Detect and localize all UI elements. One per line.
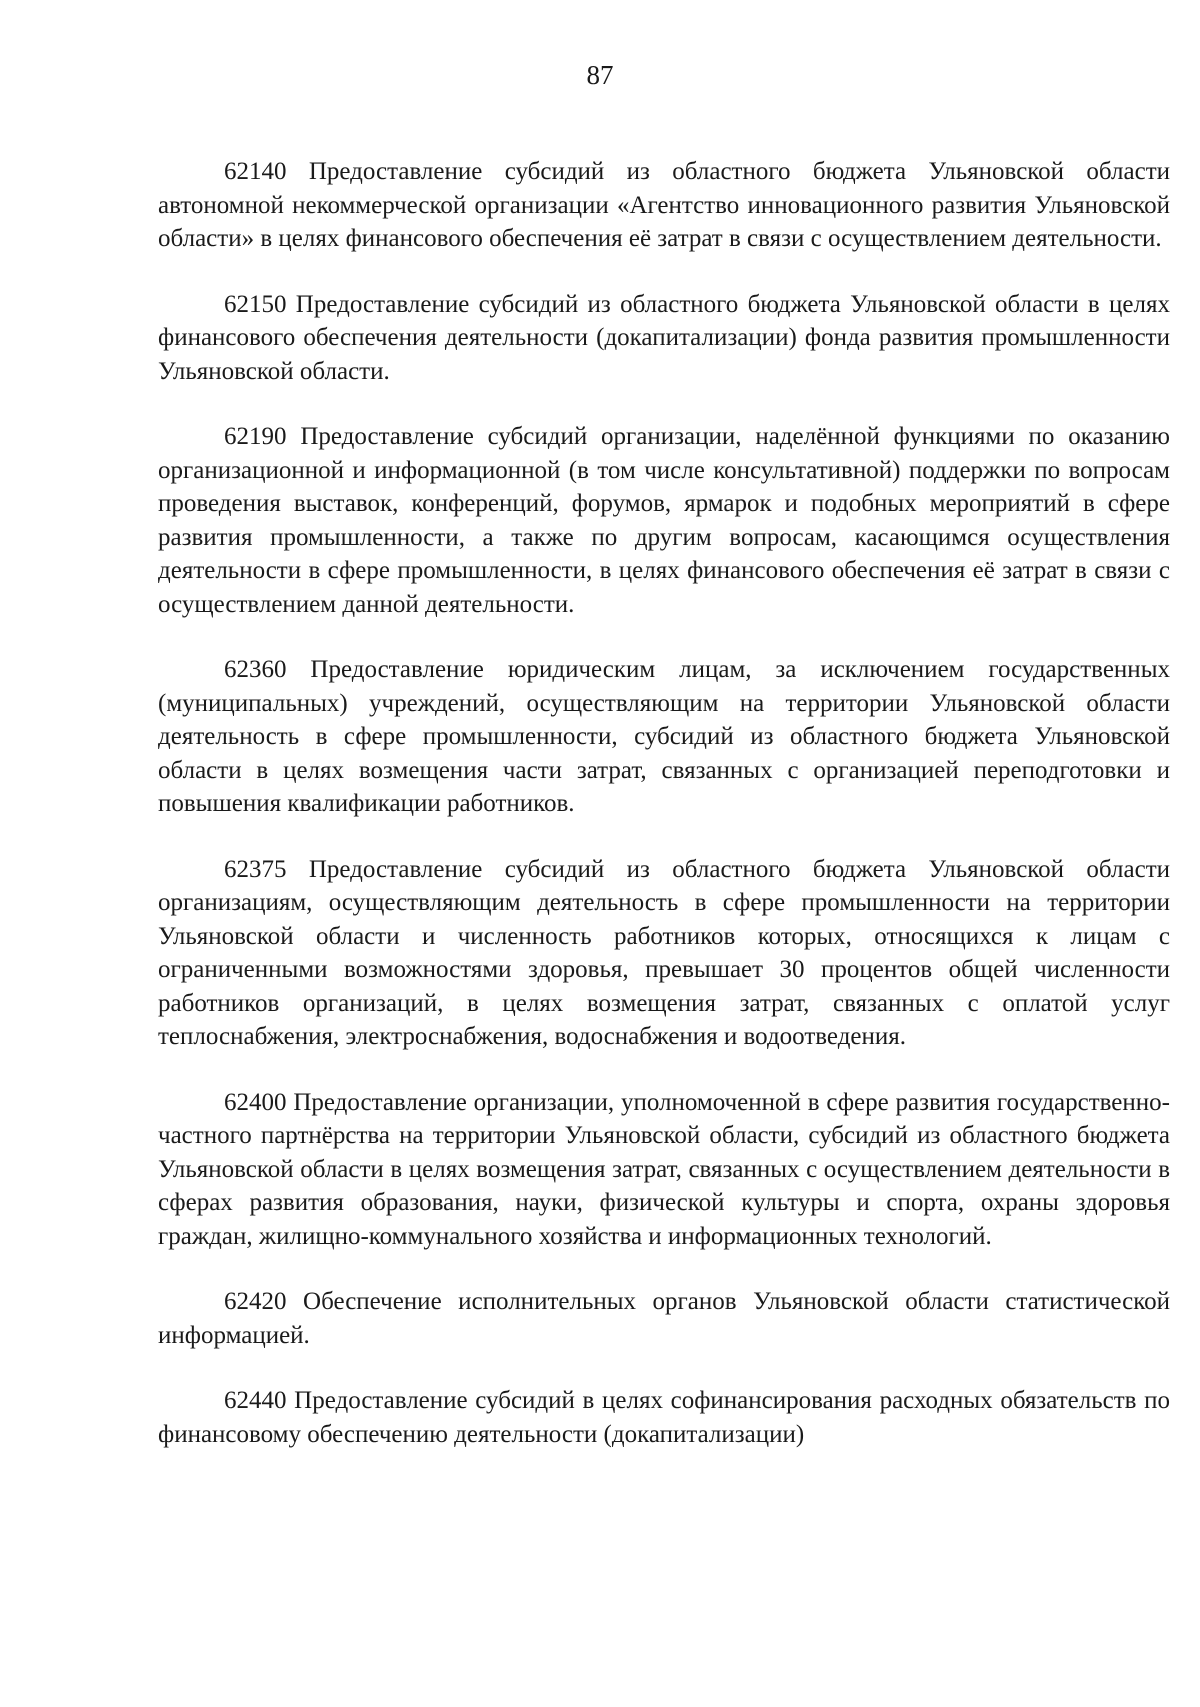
paragraph-62190: 62190 Предоставление субсидий организации, наделённой функциями по оказанию организационной и информационной (в том числе консультативной) поддержки по вопросам проведения выставок, конференций, форумов, ярмарок и подобных мероприятий в сфере развития промышленности, а также по другим вопросам, касающимся осуществления деятельности в сфере промышленности, в целях финансового обеспечения её затрат в связи с осуществлением данной деятельности. [158, 423, 1170, 618]
page-number: 87 [586, 60, 614, 90]
paragraph-62400: 62400 Предоставление организации, уполномоченной в сфере развития государственно-частного партнёрства на территории Ульяновской области, субсидий из областного бюджета Ульяновской области в целях возмещения затрат, связанных с осуществлением деятельности в сферах развития образования, науки, физической культуры и спорта, охраны здоровья граждан, жилищно-коммунального хозяйства и информационных технологий. [158, 1088, 1170, 1250]
paragraph-62440: 62440 Предоставление субсидий в целях софинансирования расходных обязательств по финансовому обеспечению деятельности (докапитализации) [158, 1387, 1170, 1448]
paragraph-62375: 62375 Предоставление субсидий из областного бюджета Ульяновской области организациям, осуществляющим деятельность в сфере промышленности на территории Ульяновской области и численность работников которых, относящихся к лицам с ограниченными возможностями здоровья, превышает 30 процентов общей численности работников организаций, в целях возмещения затрат, связанных с оплатой услуг теплоснабжения, электроснабжения, водоснабжения и водоотведения. [158, 855, 1170, 1050]
paragraph-62140: 62140 Предоставление субсидий из областного бюджета Ульяновской области автономной некоммерческой организации «Агентство инновационного развития Ульяновской области» в целях финансового обеспечения её затрат в связи с осуществлением деятельности. [158, 158, 1170, 252]
paragraph-62420: 62420 Обеспечение исполнительных органов Ульяновской области статистической информацией. [158, 1288, 1170, 1349]
paragraph-62150: 62150 Предоставление субсидий из областного бюджета Ульяновской области в целях финансового обеспечения деятельности (докапитализации) фонда развития промышленности Ульяновской области. [158, 290, 1170, 385]
paragraph-62360: 62360 Предоставление юридическим лицам, за исключением государственных (муниципальных) учреждений, осуществляющим на территории Ульяновской области деятельность в сфере промышленности, субсидий из областного бюджета Ульяновской области в целях возмещения части затрат, связанных с организацией переподготовки и повышения квалификации работников. [158, 656, 1170, 817]
document-body [158, 155, 1170, 1483]
